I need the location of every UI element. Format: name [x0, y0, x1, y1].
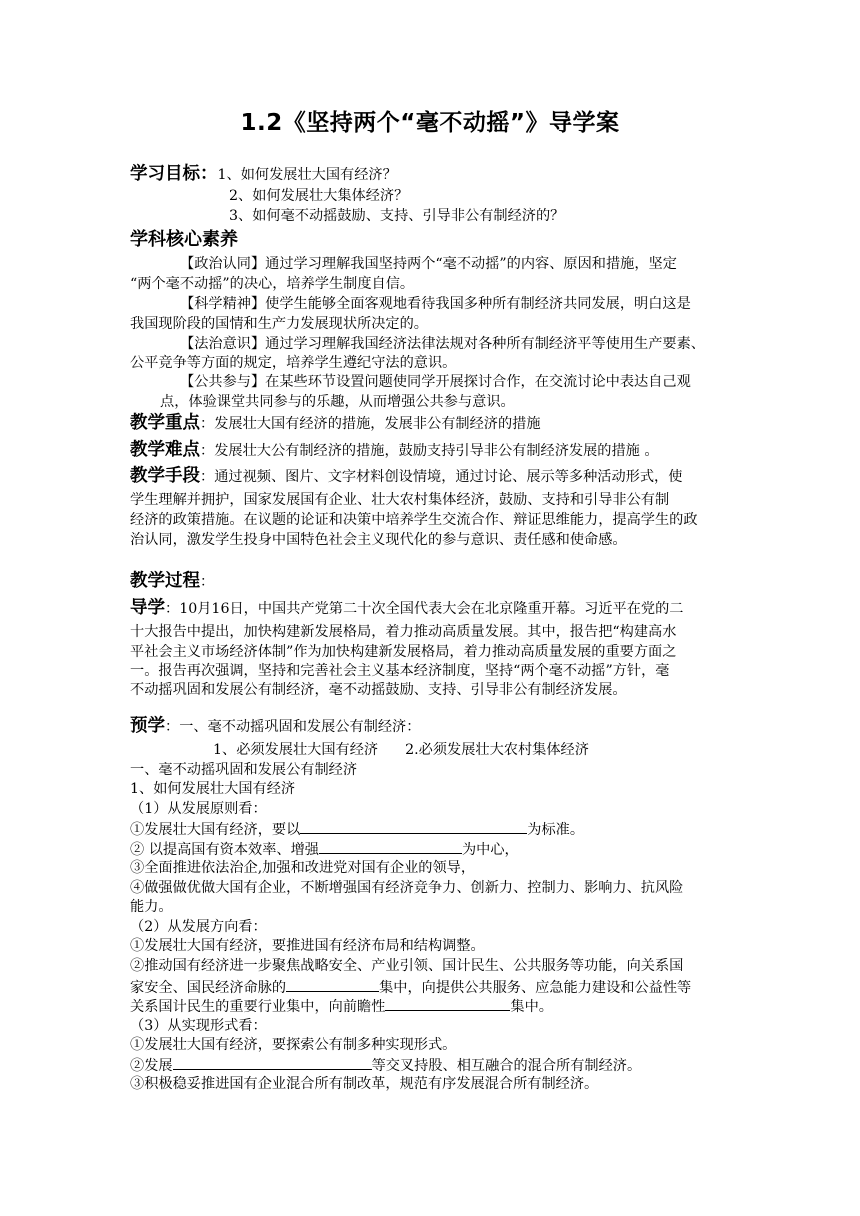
means-heading: 教学手段 [130, 466, 200, 486]
text-line: ③积极稳妥推进国有企业混合所有制改革，规范有序发展混合所有制经济。 [130, 1076, 599, 1092]
text-line: ②推动国有经济进一步聚焦战略安全、产业引领、国计民生、公共服务等功能，向关系国 [130, 958, 684, 974]
guide-text: ：10月16日，中国共产党第二十次全国代表大会在北京隆重开幕。习近平在党的二 [165, 601, 684, 617]
objective-item: 3、如何毫不动摇鼓励、支持、引导非公有制经济的？ [229, 208, 565, 224]
objective-item: 1、如何发展壮大国有经济？ [217, 167, 397, 183]
preview-sub: 1、必须发展壮大国有经济 2.必须发展壮大农村集体经济 [213, 742, 589, 758]
text-line: ④做强做优做大国有企业，不断增强国有经济竞争力、创新力、控制力、影响力、抗风险 [130, 880, 684, 896]
fill-prefix: 关系国计民生的重要行业集中，向前瞻性 [130, 999, 386, 1015]
literacy-line: 公平竞争等方面的规定，培养学生遵纪守法的意识。 [130, 355, 457, 371]
point-heading: （1）从发展原则看： [130, 801, 267, 817]
fill-blank[interactable] [286, 976, 379, 992]
fill-suffix: 为中心， [461, 842, 519, 858]
fill-prefix: ①发展壮大国有经济，要以 [130, 822, 301, 838]
fill-line [130, 1054, 730, 1076]
keypoint-text: ：发展壮大国有经济的措施，发展非公有制经济的措施 [200, 416, 541, 432]
guide-line: 十大报告中提出，加快构建新发展格局，着力推动高质量发展。其中，报告把“构建高水 [130, 624, 677, 640]
literacy-line: “两个毫不动摇”的决心，培养学生制度自信。 [130, 276, 415, 292]
point-heading: （2）从发展方向看： [130, 919, 267, 935]
means-line: 学生理解并拥护，国家发展国有企业、壮大农村集体经济，鼓励、支持和引导非公有制 [130, 492, 670, 508]
objectives-line-1 [130, 164, 730, 185]
literacy-line: 【法治意识】通过学习理解我国经济法律法规对各种所有制经济平等使用生产要素、 [180, 336, 705, 352]
text-line: 能力。 [130, 899, 173, 915]
literacy-line: 【公共参与】在某些环节设置问题使同学开展探讨合作，在交流讨论中表达自己观 [180, 374, 691, 390]
means-text: ：通过视频、图片、文字材料创设情境，通过讨论、展示等多种活动形式，使 [200, 469, 683, 485]
guide-line: 不动摇巩固和发展公有制经济，毫不动摇鼓励、支持、引导非公有制经济发展。 [130, 682, 627, 698]
subsection-heading: 1、如何发展壮大国有经济 [130, 781, 296, 797]
literacy-line: 【政治认同】通过学习理解我国坚持两个“毫不动摇”的内容、原因和措施，坚定 [180, 256, 677, 272]
guide-heading: 导学 [130, 598, 165, 618]
means-line-1 [130, 466, 730, 487]
process-colon: ： [200, 574, 215, 590]
preview-line-1 [130, 716, 730, 737]
fill-line [130, 995, 730, 1017]
objectives-heading: 学习目标： [130, 164, 218, 184]
fill-blank[interactable] [300, 818, 527, 834]
fill-suffix: 等交叉持股、相互融合的混合所有制经济。 [371, 1058, 642, 1074]
fill-prefix: ②发展 [130, 1058, 173, 1074]
objective-item: 2、如何发展壮大集体经济？ [229, 188, 409, 204]
fill-blank[interactable] [173, 1054, 372, 1070]
text-line: ①发展壮大国有经济，要推进国有经济布局和结构调整。 [130, 938, 485, 954]
fill-blank[interactable] [319, 838, 462, 854]
keypoint-line [130, 413, 730, 434]
preview-text: ：一、毫不动摇巩固和发展公有制经济： [165, 719, 421, 735]
fill-prefix: 家安全、国民经济命脉的 [130, 980, 287, 996]
means-line: 经济的政策措施。在议题的论证和决策中培养学生交流合作、辩证思维能力，提高学生的政 [130, 512, 698, 528]
literacy-line: 我国现阶段的国情和生产力发展现状所决定的。 [130, 316, 428, 332]
difficulty-line [130, 440, 730, 461]
fill-suffix: 为标准。 [527, 822, 585, 838]
section-heading: 一、毫不动摇巩固和发展公有制经济 [130, 762, 358, 778]
text-line: ①发展壮大国有经济，要探索公有制多种实现形式。 [130, 1037, 457, 1053]
point-heading: （3）从实现形式看： [130, 1018, 267, 1034]
fill-line [130, 838, 730, 860]
text-line: ③全面推进依法治企,加强和改进党对国有企业的领导， [130, 860, 476, 876]
preview-heading: 预学 [130, 716, 165, 736]
document-title: 1.2《坚持两个“毫不动摇”》导学案 [240, 110, 620, 136]
literacy-heading: 学科核心素养 [130, 229, 238, 250]
process-line [130, 571, 730, 592]
guide-line: 一。报告再次强调，坚持和完善社会主义基本经济制度，坚持“两个毫不动摇”方针，毫 [130, 663, 670, 679]
fill-prefix: ② 以提高国有资本效率、增强 [130, 842, 319, 858]
fill-line [130, 818, 730, 840]
keypoint-heading: 教学重点 [130, 413, 200, 433]
fill-suffix: 集中。 [510, 999, 553, 1015]
fill-blank[interactable] [385, 995, 510, 1011]
guide-line: 平社会主义市场经济体制”作为加快构建新发展格局，着力推动高质量发展的重要方面之 [130, 644, 677, 660]
process-heading: 教学过程 [130, 571, 200, 591]
fill-suffix: 集中，向提供公共服务、应急能力建设和公益性等 [379, 980, 692, 996]
difficulty-heading: 教学难点 [130, 440, 200, 460]
literacy-line: 【科学精神】使学生能够全面客观地看待我国多种所有制经济共同发展，明白这是 [180, 296, 691, 312]
literacy-line: 点，体验课堂共同参与的乐趣，从而增强公共参与意识。 [160, 394, 515, 410]
means-line: 治认同，激发学生投身中国特色社会主义现代化的参与意识、责任感和使命感。 [130, 532, 627, 548]
guide-line-1 [130, 598, 730, 619]
difficulty-text: ：发展壮大公有制经济的措施，鼓励支持引导非公有制经济发展的措施 。 [200, 443, 659, 459]
